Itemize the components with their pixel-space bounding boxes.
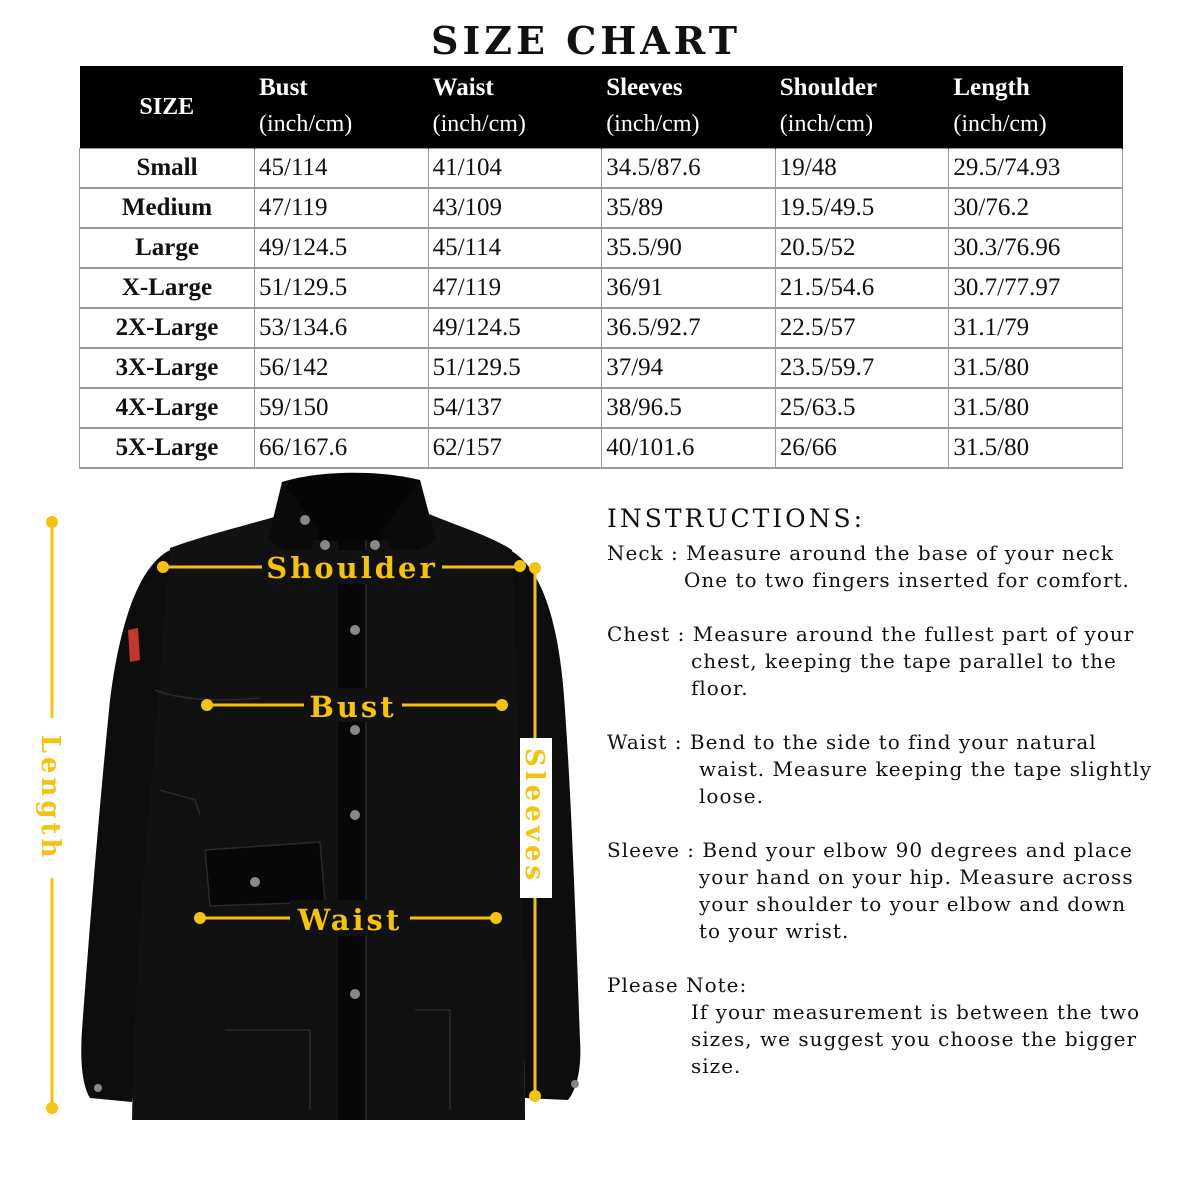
table-cell: 31.5/80	[949, 348, 1123, 388]
size-cell: 5X-Large	[80, 428, 255, 468]
column-header-bust	[255, 66, 429, 149]
column-name: Length	[953, 74, 1030, 101]
sleeve-text: your hand on your hip. Measure across	[699, 865, 1134, 889]
waist-label: Waist	[297, 903, 403, 937]
please-note	[607, 972, 1187, 1080]
column-unit: (inch/cm)	[953, 111, 1047, 137]
neck-text: One to two fingers inserted for comfort.	[684, 568, 1130, 592]
table-cell: 40/101.6	[602, 428, 776, 468]
column-name: Sleeves	[606, 74, 683, 101]
note-text: sizes, we suggest you choose the bigger	[691, 1027, 1138, 1051]
column-unit: (inch/cm)	[779, 111, 874, 137]
sleeve-label: Sleeve :	[607, 838, 695, 862]
table-cell: 49/124.5	[428, 308, 602, 348]
neck-text: Measure around the base of your neck	[686, 541, 1114, 565]
sleeve-text: your shoulder to your elbow and down	[699, 892, 1127, 916]
sleeve-instruction	[607, 837, 1187, 945]
table-cell: 49/124.5	[255, 228, 429, 268]
table-cell: 51/129.5	[428, 348, 602, 388]
waist-instruction	[607, 729, 1187, 810]
table-cell: 36.5/92.7	[602, 308, 776, 348]
table-cell: 22.5/57	[775, 308, 949, 348]
table-cell: 31.5/80	[949, 428, 1123, 468]
note-label: Please Note:	[607, 973, 748, 997]
column-header-length	[949, 66, 1123, 149]
page-title: SIZE CHART	[431, 18, 741, 63]
size-cell: X-Large	[80, 268, 255, 308]
table-cell: 20.5/52	[775, 228, 949, 268]
waist-text: waist. Measure keeping the tape slightly	[699, 757, 1153, 781]
table-row	[80, 188, 1123, 228]
table-cell: 66/167.6	[255, 428, 429, 468]
table-row	[80, 228, 1123, 268]
table-cell: 45/114	[255, 149, 429, 189]
chest-text: Measure around the fullest part of your	[692, 622, 1135, 646]
table-cell: 21.5/54.6	[775, 268, 949, 308]
table-cell: 45/114	[428, 228, 602, 268]
table-cell: 56/142	[255, 348, 429, 388]
size-cell: 2X-Large	[80, 308, 255, 348]
table-cell: 30.7/77.97	[949, 268, 1123, 308]
table-row	[80, 348, 1123, 388]
jacket-diagram	[20, 470, 600, 1190]
column-unit: (inch/cm)	[606, 111, 700, 137]
table-row	[80, 308, 1123, 348]
column-header-shoulder	[775, 66, 949, 149]
table-cell: 51/129.5	[255, 268, 429, 308]
size-chart-table	[79, 66, 1123, 469]
table-cell: 29.5/74.93	[949, 149, 1123, 189]
table-cell: 62/157	[428, 428, 602, 468]
waist-label-text: Waist :	[607, 730, 683, 754]
column-unit: (inch/cm)	[259, 111, 353, 137]
table-cell: 34.5/87.6	[602, 149, 776, 189]
neck-label: Neck :	[607, 541, 679, 565]
chest-text: floor.	[691, 676, 749, 700]
table-cell: 54/137	[428, 388, 602, 428]
size-cell: 3X-Large	[80, 348, 255, 388]
instructions-title: INSTRUCTIONS:	[607, 504, 866, 533]
table-cell: 31.1/79	[949, 308, 1123, 348]
column-header-waist	[428, 66, 602, 149]
chest-label: Chest :	[607, 622, 686, 646]
table-cell: 37/94	[602, 348, 776, 388]
instructions-panel	[607, 505, 1187, 1107]
table-cell: 35/89	[602, 188, 776, 228]
column-name: Bust	[259, 74, 308, 101]
table-cell: 19.5/49.5	[775, 188, 949, 228]
sleeves-label: Sleeves	[519, 747, 549, 885]
size-column-header: SIZE	[80, 66, 255, 149]
size-cell: Small	[80, 149, 255, 189]
waist-text: Bend to the side to find your natural	[689, 730, 1097, 754]
table-cell: 59/150	[255, 388, 429, 428]
table-row	[80, 388, 1123, 428]
table-cell: 30.3/76.96	[949, 228, 1123, 268]
table-cell: 23.5/59.7	[775, 348, 949, 388]
shoulder-label: Shoulder	[266, 551, 438, 585]
table-cell: 41/104	[428, 149, 602, 189]
table-cell: 19/48	[775, 149, 949, 189]
column-name: Shoulder	[779, 74, 878, 101]
sleeve-text: to your wrist.	[699, 919, 850, 943]
table-cell: 31.5/80	[949, 388, 1123, 428]
chest-text: chest, keeping the tape parallel to the	[691, 649, 1117, 673]
waist-text: loose.	[699, 784, 764, 808]
table-cell: 47/119	[255, 188, 429, 228]
table-cell: 38/96.5	[602, 388, 776, 428]
table-cell: 53/134.6	[255, 308, 429, 348]
table-row	[80, 428, 1123, 468]
size-cell: Large	[80, 228, 255, 268]
sleeve-text: Bend your elbow 90 degrees and place	[702, 838, 1133, 862]
size-cell: 4X-Large	[80, 388, 255, 428]
table-cell: 30/76.2	[949, 188, 1123, 228]
neck-instruction	[607, 540, 1187, 594]
size-cell: Medium	[80, 188, 255, 228]
column-header-sleeves	[602, 66, 776, 149]
bust-label: Bust	[309, 690, 397, 724]
length-label: Length	[35, 734, 65, 862]
column-unit: (inch/cm)	[432, 111, 526, 137]
table-cell: 26/66	[775, 428, 949, 468]
table-cell: 36/91	[602, 268, 776, 308]
note-text: size.	[691, 1054, 742, 1078]
column-name: Waist	[432, 74, 494, 101]
table-cell: 25/63.5	[775, 388, 949, 428]
table-header-row	[80, 66, 1123, 149]
table-row	[80, 149, 1123, 189]
note-text: If your measurement is between the two	[691, 1000, 1141, 1024]
table-row	[80, 268, 1123, 308]
chest-instruction	[607, 621, 1187, 702]
table-cell: 47/119	[428, 268, 602, 308]
table-cell: 43/109	[428, 188, 602, 228]
table-cell: 35.5/90	[602, 228, 776, 268]
